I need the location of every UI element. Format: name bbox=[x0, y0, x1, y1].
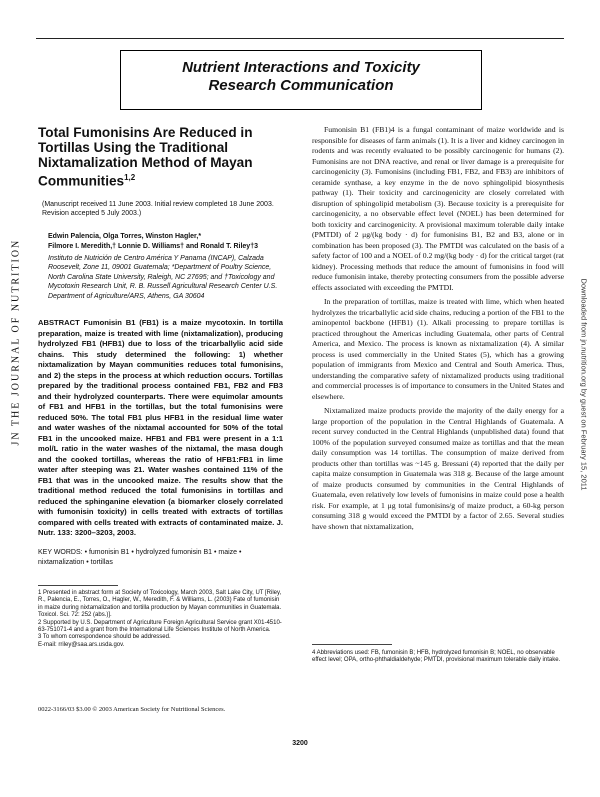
header-top-rule bbox=[36, 38, 564, 39]
keywords bbox=[38, 548, 283, 568]
footnote-2: 2 Supported by U.S. Department of Agriculture Foreign Agricultural Service grant X01-4510-63-751071-4 and a grant from the International Life Sciences Institute of North America. bbox=[38, 619, 282, 634]
abstract-label: ABSTRACT bbox=[38, 318, 80, 327]
section-header-box bbox=[120, 50, 482, 110]
copyright: 0022-3166/03 $3.00 © 2003 American Society for Nutritional Sciences. bbox=[38, 706, 226, 713]
authors-line-1: Edwin Palencia, Olga Torres, Winston Hagler,* bbox=[48, 233, 202, 240]
footnotes bbox=[38, 590, 283, 649]
author-list bbox=[48, 232, 288, 251]
journal-sidebar bbox=[4, 238, 26, 450]
body-paragraph-3: Nixtamalized maize products provide the majority of the daily energy for a large proportion of the population in the Central Highlands of Guatemala. A recent survey conducted in the Central Highlands (unpublished data) found that 100% of the population surveyed consumed maize as tortillas and that the mean daily consumption was 14 tortillas. The consumption of maize derived from products other than tortillas was ~145 g. Bressani (4) reported that the daily per capita maize consumption in Guatemala was 318 g. Because of the large amount of maize products consumed by communities in the Central Highlands of Guatemala, even relatively low levels of fumonisins in maize could pose a health risk. For example, at 1 μg total fumonisins/g of maize product, a 60-kg person consuming 318 g would exceed the PMTDI by a factor of 2.65. Several studies have shown that nixtamalization, bbox=[312, 406, 564, 531]
body-paragraph-2: In the preparation of tortillas, maize is treated with lime, which when heated hydrolyzes the tricarballylic acid side chains, reducing a portion of the FB1 to the aminopentol backbone (HFB1) (1). Alkali processing to prepare tortillas is practiced throughout the Americas including Guatemala, other parts of Central America, and Mexico. The process is known as nixtamalization (4). A similar process is used commercially in the United States (5), which has a growing population of immigrants from Mexico and Central and South America. Thus, understanding the comparative safety of nixtamalized products using traditional and commercial processes is of importance to consumers in the United States and elsewhere. bbox=[312, 297, 564, 401]
footnote-rule-left bbox=[38, 585, 118, 586]
download-notice-text: Downloaded from jn.nutrition.org by guest on February 15, 2011 bbox=[579, 278, 589, 491]
abstract-text: Fumonisin B1 (FB1) is a maize mycotoxin. In tortilla preparation, maize is treated with lime (nixtamalization), producing hydrolyzed FB1 (HFB1) due to loss of the tricarballylic acid side chains. This study determined the following: 1) whether nixtamalization by Mayan communities reduces total fumonisins, and 2) the steps in the process at which reduction occurs. Tortillas prepared by the traditional process contained FB1, FB2 and FB3 and their hydrolyzed counterparts. There were equimolar amounts of FB1 and HFB1 in the tortillas, but the total fumonisins were reduced 50%. The total FB1 plus HFB1 in the residual lime water and water washes of the nixtamal accounted for 50% of the total FB1 in the uncooked maize. HFB1 and FB1 were present in a 1:1 mol/L ratio in the water washes of the nixtamal, the masa dough and the cooked tortillas, whereas the ratio of HFB1:FB1 in lime water after steeping was 21. Water washes contained 11% of the FB1 that was in the uncooked maize. The results show that the traditional method reduced the total fumonisins in tortillas and reduced the sphinganine elevation (a biomarker closely correlated with fumonisin toxicity) in cells treated with extracts of tortillas compared with cells treated with extracts of contaminated maize. bbox=[38, 318, 283, 527]
keywords-list: • fumonisin B1 • hydrolyzed fumonisin B1 • maize • nixtamalization • tortillas bbox=[38, 549, 242, 566]
download-notice bbox=[574, 170, 594, 610]
abstract bbox=[38, 318, 283, 539]
journal-mark: JN THE JOURNAL OF NUTRITION bbox=[10, 238, 22, 446]
section-header-line2: Research Communication bbox=[208, 77, 394, 94]
body-paragraph-1: Fumonisin B1 (FB1)4 is a fungal contaminant of maize worldwide and is responsible for diseases of farm animals (1). It is a liver and kidney carcinogen in rodents and was recently evaluated to be possibly carcinogenic for humans (2). Fumonisins are not DNA reactive, and renal or liver damage is a prerequisite for carcinogenicity (3). Fumonisins (including FB1, FB2, and FB3) are inhibitors of ceramide synthase, a key enzyme in the de novo sphingolipid biosynthesis pathway (1). Their toxicity and carcinogenicity are closely correlated with disruption of sphingolipid metabolism (3). Because toxicity is a prerequisite for carcinogenicity, a no observable effect level (NOEL) has been determined for both toxicity and carcinogenicity. A provisional maximum tolerable daily intake (PMTDI) of 2 μg/(kg body · d) for fumonisins B1, B2 and B3, alone or in combination has been proposed (3). The PMTDI was calculated on the basis of a safety factor of 100 and a NOEL of 0.2 mg/(kg body · d) for the critical target (rat kidney). Processing methods that reduce the amount of fumonisins in food will reduce fumonisin intake, thereby protecting consumers from the possible adverse effects associated with exceeding the PMTDI. bbox=[312, 125, 564, 292]
footnote-1: 1 Presented in abstract form at Society of Toxicology, March 2003, Salt Lake City, UT [Riley, R., Palencia, E., Torres, O., Hagler, W., Meredith, F. & Williams, L. (2003) Fate of fumonisin in maize during nixtamalization and tortilla production by Mayan communities in Guatemala. Toxicol. Sci. 72: 252 (abs.)]. bbox=[38, 590, 282, 619]
keywords-label: KEY WORDS: bbox=[38, 549, 83, 556]
footnote-email: E-mail: rriley@saa.ars.usda.gov. bbox=[38, 641, 125, 648]
affiliations: Instituto de Nutrición de Centro América Y Panama (INCAP), Calzada Roosevelt, Zone 11, 09001 Guatemala; *Department of Poultry Science, North Carolina State University, Raleigh, NC 27695; and †Toxicology and Mycotoxin Research Unit, R. B. Russell Agricultural Research Center U.S. Department of Agriculture/ARS, Athens, GA 30604 bbox=[48, 255, 278, 300]
footnote-3: 3 To whom correspondence should be addressed. bbox=[38, 634, 171, 641]
abbreviations-footnote: 4 Abbreviations used: FB, fumonisin B; HFB, hydrolyzed fumonisin B; NOEL, no observable effect level; OPA, ortho-phthaldialdehyde; PMTDI, provisional maximum tolerable daily intake. bbox=[312, 650, 561, 664]
section-header-line1: Nutrient Interactions and Toxicity bbox=[182, 59, 420, 76]
article-title-text: Total Fumonisins Are Reduced in Tortillas Using the Traditional Nixtamalization Method of Mayan Communities bbox=[38, 125, 253, 189]
manuscript-info: (Manuscript received 11 June 2003. Initial review completed 18 June 2003. Revision accepted 5 July 2003.) bbox=[42, 201, 274, 217]
article-title-sup: 1,2 bbox=[124, 173, 136, 182]
citation: J. Nutr. 133: 3200–3203, 2003. bbox=[38, 517, 283, 537]
footnote-rule-right bbox=[312, 644, 392, 645]
article-title bbox=[38, 125, 273, 189]
page-number: 3200 bbox=[292, 740, 308, 747]
authors-line-2: Filmore I. Meredith,† Lonnie D. Williams† and Ronald T. Riley†3 bbox=[48, 242, 258, 250]
body-text bbox=[312, 125, 564, 536]
